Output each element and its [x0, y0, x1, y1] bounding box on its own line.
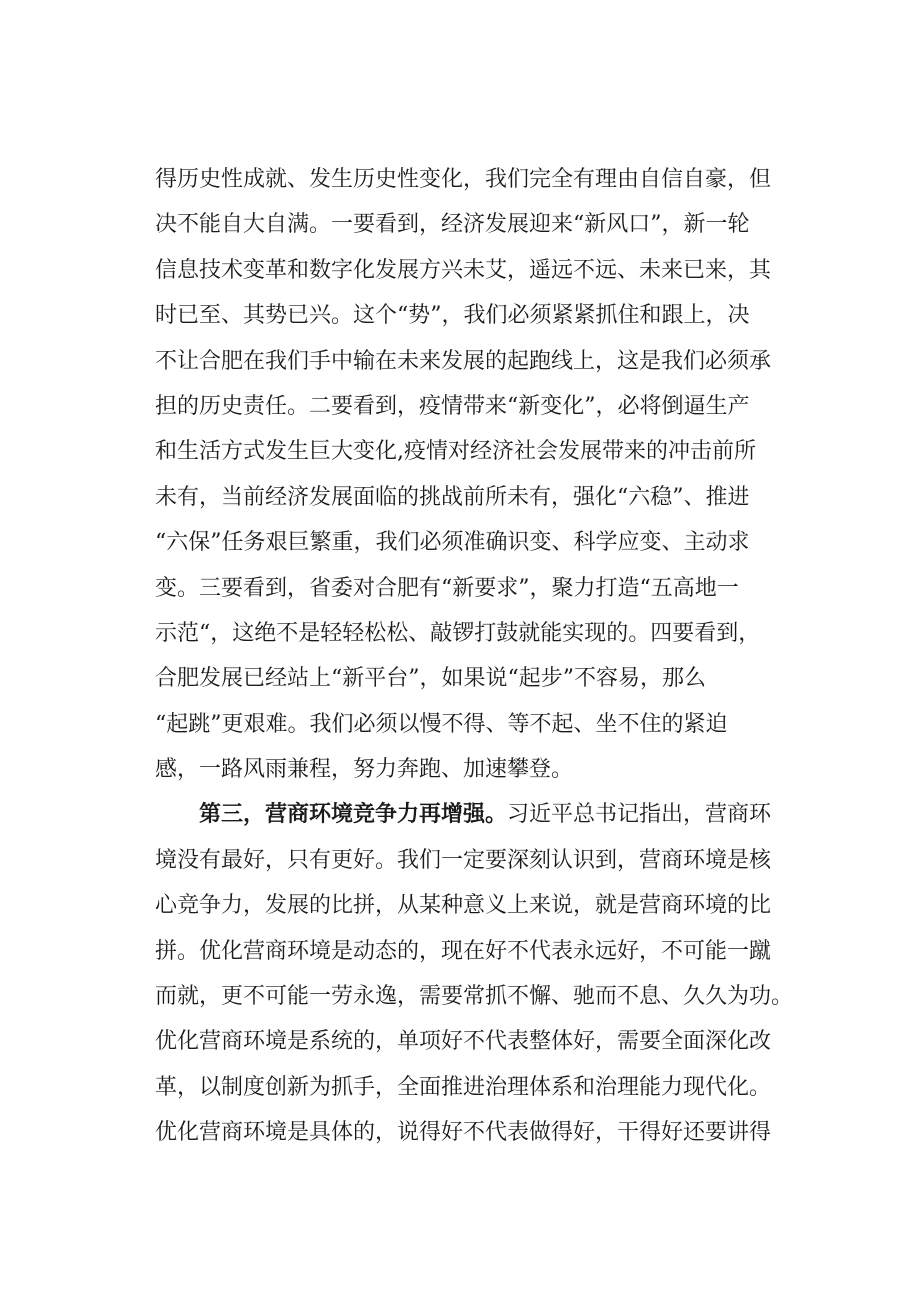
text-line: 得历史性成就、发生历史性变化，我们完全有理由自信自豪，但 — [155, 167, 772, 192]
text-line: 革，以制度创新为抓手，全面推进治理体系和治理能力现代化。 — [155, 1074, 772, 1100]
section-three-lead-text: 习近平总书记指出，营商环 — [507, 802, 772, 828]
text-line: 决不能自大自满。一要看到，经济发展迎来“新风口”，新一轮 — [155, 212, 750, 238]
text-line: “六保”任务艰巨繁重，我们必须准确识变、科学应变、主动求 — [155, 530, 750, 556]
text-line: 心竞争力，发展的比拼，从某种意义上来说，就是营商环境的比 — [155, 893, 772, 919]
text-line: 不让合肥在我们手中输在未来发展的起跑线上，这是我们必须承 — [155, 348, 772, 374]
text-line: 信息技术变革和数字化发展方兴未艾，遥远不远、未来已来，其 — [155, 257, 772, 283]
text-line: 感，一路风雨兼程，努力奔跑、加速攀登。 — [155, 757, 574, 783]
text-line: 和生活方式发生巨大变化,疫情对经济社会发展带来的冲击前所 — [155, 439, 756, 465]
text-line: 优化营商环境是系统的，单项好不代表整体好，需要全面深化改 — [155, 1029, 772, 1055]
text-line: 变。三要看到，省委对合肥有“新要求”，聚力打造“五高地一 — [155, 575, 739, 601]
text-line: 境没有最好，只有更好。我们一定要深刻认识到，营商环境是核 — [155, 847, 772, 873]
text-line: 优化营商环境是具体的，说得好不代表做得好，干得好还要讲得 — [155, 1120, 772, 1146]
text-line: 示范“，这绝不是轻轻松松、敲锣打鼓就能实现的。四要看到， — [155, 620, 761, 646]
section-three-heading: 第三，营商环境竞争力再增强。 — [199, 801, 508, 828]
text-line: 未有，当前经济发展面临的挑战前所未有，强化“六稳”、推进 — [155, 484, 750, 510]
document-body — [155, 157, 815, 1156]
text-line: 而就，更不可能一劳永逸，需要常抓不懈、驰而不息、久久为功。 — [155, 984, 794, 1010]
text-line: 拼。优化营商环境是动态的，现在好不代表永远好，不可能一蹴 — [155, 938, 772, 964]
text-line: 担的历史责任。二要看到，疫情带来“新变化”，必将倒逼生产 — [155, 393, 750, 419]
section-three-first-line — [155, 792, 815, 837]
text-line: 时已至、其势已兴。这个“势”，我们必须紧紧抓住和跟上，决 — [155, 303, 750, 329]
text-line: 合肥发展已经站上“新平台”，如果说“起步”不容易，那么 — [155, 666, 706, 692]
text-line: “起跳”更艰难。我们必须以慢不得、等不起、坐不住的紧迫 — [155, 711, 728, 737]
